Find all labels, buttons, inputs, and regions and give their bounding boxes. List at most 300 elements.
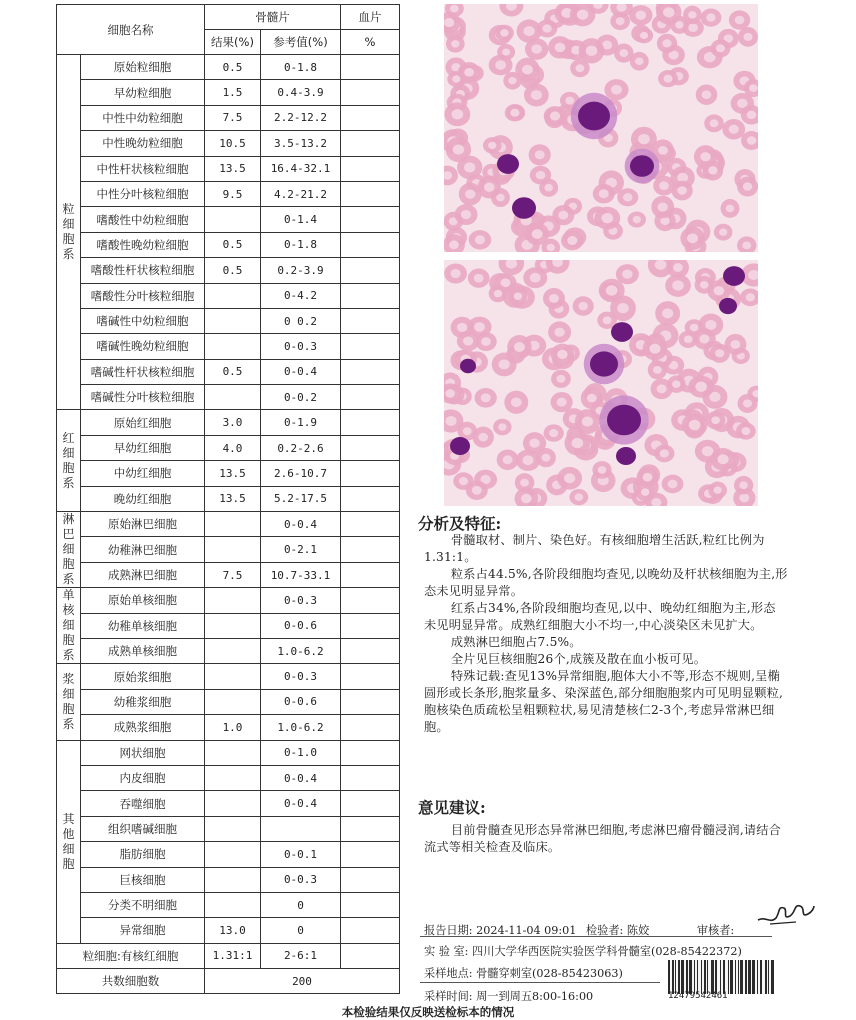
nucleated-cell — [719, 298, 737, 314]
table-row — [57, 283, 400, 308]
sampling-location-value: 骨髓穿刺室(028-85423063) — [476, 967, 623, 980]
cell-blood — [341, 80, 400, 105]
table-row — [57, 435, 400, 460]
advice-title: 意见建议: — [418, 798, 486, 817]
red-cell — [738, 27, 758, 47]
table-row — [57, 181, 400, 206]
nucleated-cell — [450, 437, 470, 455]
red-cell — [469, 230, 492, 249]
cell-name: 嗜酸性杆状核粒细胞 — [81, 258, 205, 283]
cell-result — [205, 385, 261, 410]
cell-name: 原始单核细胞 — [81, 588, 205, 613]
cell-reference: 3.5-13.2 — [261, 131, 341, 156]
red-cell — [505, 104, 525, 121]
table-row — [57, 689, 400, 714]
group-label-other — [57, 740, 81, 943]
red-cell — [551, 344, 574, 365]
sampling-time-value: 周一到周五8:00-16:00 — [476, 990, 594, 1003]
red-cell — [734, 476, 753, 495]
red-cell — [548, 36, 572, 59]
ratio-name: 粒细胞:有核红细胞 — [57, 943, 205, 968]
table-row — [57, 105, 400, 130]
red-cell — [455, 204, 478, 225]
red-cell — [564, 431, 590, 456]
analysis-paragraph: 成熟淋巴细胞占7.5%。 — [450, 635, 582, 649]
cell-reference: 0-0.3 — [261, 664, 341, 689]
red-cell — [680, 227, 704, 250]
red-cell — [468, 269, 490, 288]
cell-name: 晚幼红细胞 — [81, 486, 205, 511]
cell-reference: 0-4.2 — [261, 283, 341, 308]
nucleated-cell — [611, 322, 633, 342]
cell-name: 分类不明细胞 — [81, 892, 205, 917]
red-cell — [543, 288, 565, 309]
red-cell — [515, 58, 539, 82]
red-cell — [446, 137, 471, 162]
table-row — [57, 80, 400, 105]
table-row — [57, 664, 400, 689]
cell-reference: 0-0.4 — [261, 791, 341, 816]
nucleated-cell — [571, 93, 617, 139]
cell-result: 0.5 — [205, 232, 261, 257]
cell-reference: 0-1.8 — [261, 232, 341, 257]
cell-reference: 0-1.4 — [261, 207, 341, 232]
tester-name: 陈姣 — [626, 924, 650, 937]
cell-name: 网状细胞 — [81, 740, 205, 765]
nucleated-cell — [460, 359, 476, 373]
cell-blood — [341, 131, 400, 156]
cell-name: 异常细胞 — [81, 918, 205, 943]
red-cell — [537, 19, 557, 37]
group-label-erythroid — [57, 410, 81, 512]
ratio-reference: 2-6:1 — [261, 943, 341, 968]
cell-reference: 10.7-33.1 — [261, 562, 341, 587]
cell-result: 0.5 — [205, 55, 261, 80]
red-cell — [536, 448, 556, 467]
cell-result: 1.0 — [205, 715, 261, 740]
cell-name: 脂肪细胞 — [81, 842, 205, 867]
disclaimer: 本检验结果仅反映送检标本的情况 — [341, 1005, 515, 1019]
table-row — [57, 588, 400, 613]
cell-result — [205, 740, 261, 765]
cell-blood — [341, 181, 400, 206]
cell-name: 中性中幼粒细胞 — [81, 105, 205, 130]
red-cell — [629, 5, 652, 25]
cell-blood — [341, 537, 400, 562]
red-cell — [604, 79, 628, 100]
red-cell — [593, 184, 615, 204]
cell-result — [205, 816, 261, 841]
red-cell — [573, 296, 594, 316]
group-label-text: 浆细胞系 — [62, 671, 75, 731]
cell-count-table — [56, 4, 400, 994]
cell-name: 原始粒细胞 — [81, 55, 205, 80]
footer-divider — [420, 982, 660, 983]
table-row — [57, 156, 400, 181]
cell-blood — [341, 715, 400, 740]
table-row — [57, 791, 400, 816]
total-row — [57, 969, 400, 994]
red-cell — [702, 160, 723, 180]
cell-reference: 0-1.8 — [261, 55, 341, 80]
red-cell — [657, 34, 677, 53]
reviewer-signature — [756, 898, 816, 928]
cell-blood — [341, 613, 400, 638]
table-row — [57, 258, 400, 283]
red-cell — [544, 424, 564, 441]
ratio-row — [57, 943, 400, 968]
report-date-label: 报告日期: — [424, 924, 473, 937]
red-cell — [614, 44, 634, 63]
cell-result: 3.0 — [205, 410, 261, 435]
red-cell — [709, 344, 730, 363]
cell-reference: 0-0.6 — [261, 613, 341, 638]
red-cell — [551, 392, 573, 412]
cell-blood — [341, 918, 400, 943]
red-cell — [610, 12, 630, 30]
cell-reference: 0-1.9 — [261, 410, 341, 435]
cell-result — [205, 207, 261, 232]
red-cell — [693, 328, 716, 349]
cell-reference: 16.4-32.1 — [261, 156, 341, 181]
cell-result — [205, 867, 261, 892]
cell-result: 7.5 — [205, 105, 261, 130]
red-cell — [592, 461, 611, 479]
barcode-number: 12479542461 — [668, 991, 728, 1001]
cell-name: 早幼粒细胞 — [81, 80, 205, 105]
red-cell — [552, 205, 574, 225]
group-label-text: 粒细胞系 — [62, 202, 75, 262]
table-row — [57, 715, 400, 740]
cell-blood — [341, 740, 400, 765]
cell-blood — [341, 664, 400, 689]
cell-result: 7.5 — [205, 562, 261, 587]
sampling-time-label: 采样时间: — [424, 990, 473, 1003]
analysis-paragraph: 粒系占44.5%,各阶段细胞均查见,以晚幼及杆状核细胞为主,形态未见明显异常。 — [424, 567, 788, 598]
red-cell — [654, 445, 674, 463]
red-cell — [497, 44, 515, 60]
cell-name: 嗜碱性中幼粒细胞 — [81, 308, 205, 333]
red-cell — [466, 481, 488, 500]
red-cell — [722, 119, 745, 140]
table-row — [57, 638, 400, 663]
cell-result — [205, 765, 261, 790]
red-cell — [651, 378, 673, 399]
analysis-paragraph: 骨髓取材、制片、染色好。有核细胞增生活跃,粒红比例为1.31:1。 — [424, 533, 765, 564]
red-cell — [643, 337, 668, 360]
red-cell — [493, 419, 512, 436]
cell-reference: 0 — [261, 892, 341, 917]
red-cell — [628, 211, 646, 227]
red-cell — [475, 388, 497, 408]
red-cell — [714, 224, 733, 241]
cell-reference: 0-0.6 — [261, 689, 341, 714]
cell-blood — [341, 892, 400, 917]
red-cell — [704, 114, 724, 132]
cell-blood — [341, 588, 400, 613]
cell-name: 早幼红细胞 — [81, 435, 205, 460]
red-cell — [570, 4, 596, 26]
cell-result: 13.0 — [205, 918, 261, 943]
table-row — [57, 359, 400, 384]
total-value: 200 — [205, 969, 400, 994]
cell-result — [205, 664, 261, 689]
tester-label: 检验者: — [585, 924, 624, 937]
red-cell — [696, 84, 718, 104]
nucleated-cell — [512, 197, 536, 219]
cell-name: 嗜碱性杆状核粒细胞 — [81, 359, 205, 384]
sampling-time-line — [424, 988, 593, 1004]
advice-paragraph: 目前骨髓查见形态异常淋巴细胞,考虑淋巴瘤骨髓浸润,请结合流式等相关检查及临床。 — [424, 823, 782, 854]
group-label-text: 淋巴细胞系 — [62, 512, 75, 587]
red-cell — [446, 35, 465, 53]
cell-blood — [341, 638, 400, 663]
cell-reference: 5.2-17.5 — [261, 486, 341, 511]
cell-blood — [341, 765, 400, 790]
table-row — [57, 562, 400, 587]
red-cell — [458, 62, 480, 83]
advice-text — [424, 822, 788, 856]
red-cell — [489, 285, 508, 302]
barcode — [668, 960, 774, 994]
red-cell — [523, 267, 547, 288]
cell-reference: 0-0.1 — [261, 842, 341, 867]
cell-blood — [341, 689, 400, 714]
cell-result: 4.0 — [205, 435, 261, 460]
table-row — [57, 486, 400, 511]
cell-blood — [341, 156, 400, 181]
red-cell — [658, 70, 678, 87]
cell-name: 中幼红细胞 — [81, 461, 205, 486]
cell-name: 嗜酸性分叶核粒细胞 — [81, 283, 205, 308]
cell-reference: 0-0.3 — [261, 588, 341, 613]
cell-reference: 0-0.4 — [261, 359, 341, 384]
analysis-paragraph: 红系占34%,各阶段细胞均查见,以中、晚幼红细胞为主,形态未见明显异常。成熟红细胞大小不均一,中心淡染区未见扩大。 — [424, 601, 776, 632]
sampling-location-line — [424, 965, 623, 981]
cell-result: 0.5 — [205, 359, 261, 384]
red-cell — [475, 332, 496, 351]
table-row — [57, 537, 400, 562]
red-cell — [662, 475, 684, 494]
cell-name: 幼稚淋巴细胞 — [81, 537, 205, 562]
cell-result — [205, 512, 261, 537]
cell-result: 13.5 — [205, 461, 261, 486]
table-row — [57, 842, 400, 867]
analysis-paragraph: 特殊记载:查见13%异常细胞,胞体大小不等,形态不规则,呈椭圆形或长条形,胞浆量多、染深蓝色,部分细胞胞浆内可见明显颗粒,胞核染色质疏松呈粗颗粒状,易见清楚核仁2-3个,考虑异常淋巴细胞。 — [424, 669, 784, 734]
nucleated-cell — [584, 344, 625, 385]
table-row — [57, 232, 400, 257]
cell-reference: 0-0.3 — [261, 334, 341, 359]
cell-result: 1.5 — [205, 80, 261, 105]
red-cell — [737, 177, 758, 197]
red-cell — [651, 196, 674, 219]
cell-name: 中性杆状核粒细胞 — [81, 156, 205, 181]
red-cell — [492, 353, 517, 377]
cell-reference: 2.6-10.7 — [261, 461, 341, 486]
red-cell — [579, 38, 605, 63]
marrow-micrograph-bottom — [444, 260, 758, 506]
cell-name: 成熟淋巴细胞 — [81, 562, 205, 587]
cell-blood — [341, 867, 400, 892]
cell-reference: 1.0-6.2 — [261, 715, 341, 740]
cell-name: 原始红细胞 — [81, 410, 205, 435]
cell-result — [205, 689, 261, 714]
total-name: 共数细胞数 — [57, 969, 205, 994]
red-cell — [529, 144, 551, 165]
red-cell — [569, 489, 588, 505]
red-cell — [710, 39, 730, 57]
lab-label: 实 验 室: — [424, 945, 469, 958]
cell-name: 原始浆细胞 — [81, 664, 205, 689]
red-cell — [561, 231, 584, 250]
cell-reference: 1.0-6.2 — [261, 638, 341, 663]
red-cell — [497, 449, 519, 470]
cell-blood — [341, 359, 400, 384]
red-cell — [539, 179, 558, 197]
red-cell — [495, 25, 514, 41]
nucleated-cell — [625, 149, 660, 184]
report-date-line — [424, 922, 734, 938]
red-cell — [544, 106, 567, 126]
table-row — [57, 512, 400, 537]
red-cell — [483, 137, 502, 154]
table-row — [57, 918, 400, 943]
cell-blood — [341, 385, 400, 410]
cell-blood — [341, 816, 400, 841]
red-cell — [515, 473, 535, 492]
table-row — [57, 55, 400, 80]
sampling-location-label: 采样地点: — [424, 967, 473, 980]
table-row — [57, 461, 400, 486]
nucleated-cell — [723, 266, 745, 286]
cell-name: 巨核细胞 — [81, 867, 205, 892]
cell-result — [205, 613, 261, 638]
cell-result: 13.5 — [205, 156, 261, 181]
table-row — [57, 410, 400, 435]
red-cell — [711, 448, 736, 470]
analysis-text — [424, 532, 788, 736]
red-cell — [635, 28, 653, 44]
table-row — [57, 334, 400, 359]
header-cell-name: 细胞名称 — [57, 5, 205, 55]
cell-name: 嗜碱性晚幼粒细胞 — [81, 334, 205, 359]
reviewer-label: 审核者: — [696, 924, 735, 937]
cell-name: 幼稚单核细胞 — [81, 613, 205, 638]
cell-result — [205, 638, 261, 663]
red-cell — [708, 482, 727, 499]
red-cell — [670, 16, 689, 34]
group-label-text: 单核细胞系 — [62, 588, 75, 663]
cell-reference: 0-0.4 — [261, 512, 341, 537]
ratio-blood — [341, 943, 400, 968]
cell-blood — [341, 232, 400, 257]
cell-reference: 0.4-3.9 — [261, 80, 341, 105]
group-label-plasma — [57, 664, 81, 740]
red-cell — [688, 376, 714, 398]
red-cell — [551, 370, 571, 388]
red-cell — [665, 274, 691, 297]
cell-result — [205, 842, 261, 867]
cell-blood — [341, 105, 400, 130]
cell-blood — [341, 283, 400, 308]
table-row — [57, 816, 400, 841]
cell-name: 中性分叶核粒细胞 — [81, 181, 205, 206]
cell-reference: 0-0.3 — [261, 867, 341, 892]
group-label-text: 其他细胞 — [62, 811, 75, 871]
cell-result — [205, 283, 261, 308]
red-cell — [736, 422, 756, 439]
table-row — [57, 207, 400, 232]
lab-value: 四川大学华西医院实验医学科骨髓室(028-85422372) — [472, 945, 742, 958]
cell-result: 10.5 — [205, 131, 261, 156]
cell-blood — [341, 55, 400, 80]
cell-result — [205, 892, 261, 917]
header-blood: 血片 — [341, 5, 400, 30]
analysis-paragraph: 全片见巨核细胞26个,成簇及散在血小板可见。 — [450, 652, 707, 666]
group-label-lymph — [57, 512, 81, 588]
header-marrow: 骨髓片 — [205, 5, 341, 30]
red-cell — [671, 181, 692, 201]
group-label-mono — [57, 588, 81, 664]
cell-reference — [261, 816, 341, 841]
red-cell — [729, 10, 750, 29]
red-cell — [648, 360, 667, 379]
red-cell — [594, 207, 620, 230]
red-cell — [738, 394, 758, 413]
lab-line — [424, 943, 742, 959]
cell-result: 0.5 — [205, 258, 261, 283]
cell-reference: 0-1.0 — [261, 740, 341, 765]
report-date-value: 2024-11-04 09:01 — [476, 924, 577, 937]
red-cell — [682, 413, 708, 437]
cell-name: 成熟浆细胞 — [81, 715, 205, 740]
header-reference: 参考值(%) — [261, 30, 341, 55]
cell-name: 组织嗜碱细胞 — [81, 816, 205, 841]
red-cell — [548, 321, 571, 343]
cell-blood — [341, 486, 400, 511]
analysis-title: 分析及特征: — [418, 514, 502, 533]
table-row — [57, 308, 400, 333]
cell-result — [205, 334, 261, 359]
red-cell — [636, 483, 655, 501]
cell-name: 内皮细胞 — [81, 765, 205, 790]
cell-blood — [341, 258, 400, 283]
cell-blood — [341, 308, 400, 333]
red-cell — [631, 127, 657, 152]
red-cell — [444, 102, 470, 126]
red-cell — [721, 199, 740, 218]
cell-reference: 0-0.2 — [261, 385, 341, 410]
cell-reference: 4.2-21.2 — [261, 181, 341, 206]
nucleated-cell — [497, 154, 519, 174]
cell-blood — [341, 207, 400, 232]
cell-result — [205, 588, 261, 613]
nucleated-cell — [599, 395, 648, 444]
cell-blood — [341, 842, 400, 867]
cell-reference: 0-2.1 — [261, 537, 341, 562]
header-result: 结果(%) — [205, 30, 261, 55]
cell-name: 吞噬细胞 — [81, 791, 205, 816]
cell-result — [205, 308, 261, 333]
cell-name: 嗜酸性晚幼粒细胞 — [81, 232, 205, 257]
table-row — [57, 385, 400, 410]
table-row — [57, 892, 400, 917]
cell-name: 嗜酸性中幼粒细胞 — [81, 207, 205, 232]
table-row — [57, 740, 400, 765]
cell-blood — [341, 791, 400, 816]
table-row — [57, 867, 400, 892]
nucleated-cell — [616, 447, 636, 465]
